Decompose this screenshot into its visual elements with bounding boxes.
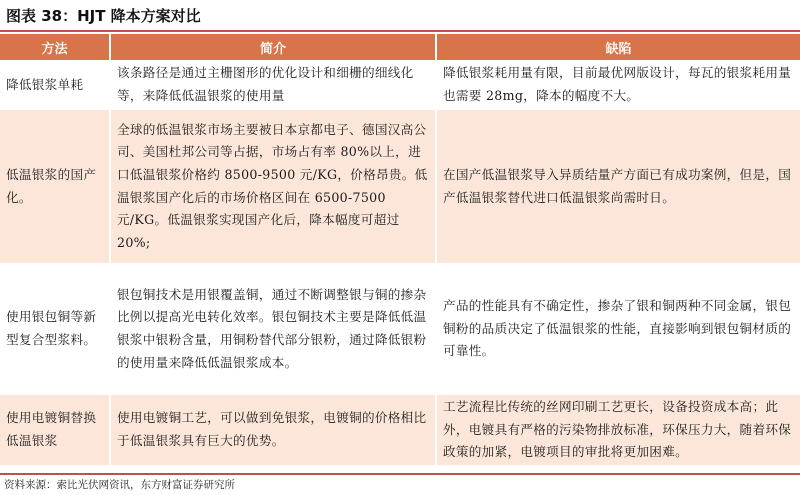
table-row bbox=[0, 264, 800, 394]
intro-cell: 全球的低温银浆市场主要被日本京都电子、德国汉高公司、美国杜邦公司等占据，市场占有率 80%以上，进口低温银浆价格约 8500-9500 元/KG，价格昂贵。低温银浆国产化后的市场价格区间在 6500-7500 元/KG。低温银浆实现国产化后，降本幅度可超过 20%; bbox=[110, 109, 436, 264]
defect-cell: 工艺流程比传统的丝网印刷工艺更长，设备投资成本高；此外，电镀具有严格的污染物排放标准，环保压力大，随着环保政策的加紧，电镀项目的审批将更加困难。 bbox=[436, 394, 800, 465]
bottom-divider bbox=[0, 473, 800, 475]
header-intro: 简介 bbox=[110, 34, 436, 61]
source-note: 资料来源：索比光伏网资讯，东方财富证券研究所 bbox=[4, 479, 235, 491]
intro-cell: 使用电镀铜工艺，可以做到免银浆，电镀铜的价格相比于低温银浆具有巨大的优势。 bbox=[110, 394, 436, 465]
table-row bbox=[0, 61, 800, 109]
method-cell: 使用银包铜等新型复合型浆料。 bbox=[0, 264, 110, 394]
method-cell: 低温银浆的国产化。 bbox=[0, 109, 110, 264]
table-row bbox=[0, 394, 800, 465]
figure-title: 图表 38：HJT 降本方案对比 bbox=[6, 7, 201, 25]
header-defect: 缺陷 bbox=[436, 34, 800, 61]
defect-cell: 在国产低温银浆导入异质结量产方面已有成功案例，但是，国产低温银浆替代进口低温银浆尚需时日。 bbox=[436, 109, 800, 264]
intro-cell: 银包铜技术是用银覆盖铜，通过不断调整银与铜的掺杂比例以提高光电转化效率。银包铜技术主要是降低低温银浆中银粉含量，用铜粉替代部分银粉，通过降低银粉的使用量来降低低温银浆成本。 bbox=[110, 264, 436, 394]
title-divider bbox=[0, 30, 800, 32]
table-header-row bbox=[0, 34, 800, 61]
method-cell: 降低银浆单耗 bbox=[0, 61, 110, 109]
table-row bbox=[0, 109, 800, 264]
defect-cell: 产品的性能具有不确定性，掺杂了银和铜两种不同金属，银包铜粉的品质决定了低温银浆的性能，直接影响到银包铜材质的可靠性。 bbox=[436, 264, 800, 394]
intro-cell: 该条路径是通过主栅图形的优化设计和细栅的细线化等，来降低低温银浆的使用量 bbox=[110, 61, 436, 109]
method-cell: 使用电镀铜替换低温银浆 bbox=[0, 394, 110, 465]
header-method: 方法 bbox=[0, 34, 110, 61]
comparison-table bbox=[0, 34, 800, 465]
defect-cell: 降低银浆耗用量有限，目前最优网版设计，每瓦的银浆耗用量也需要 28mg，降本的幅度不大。 bbox=[436, 61, 800, 109]
